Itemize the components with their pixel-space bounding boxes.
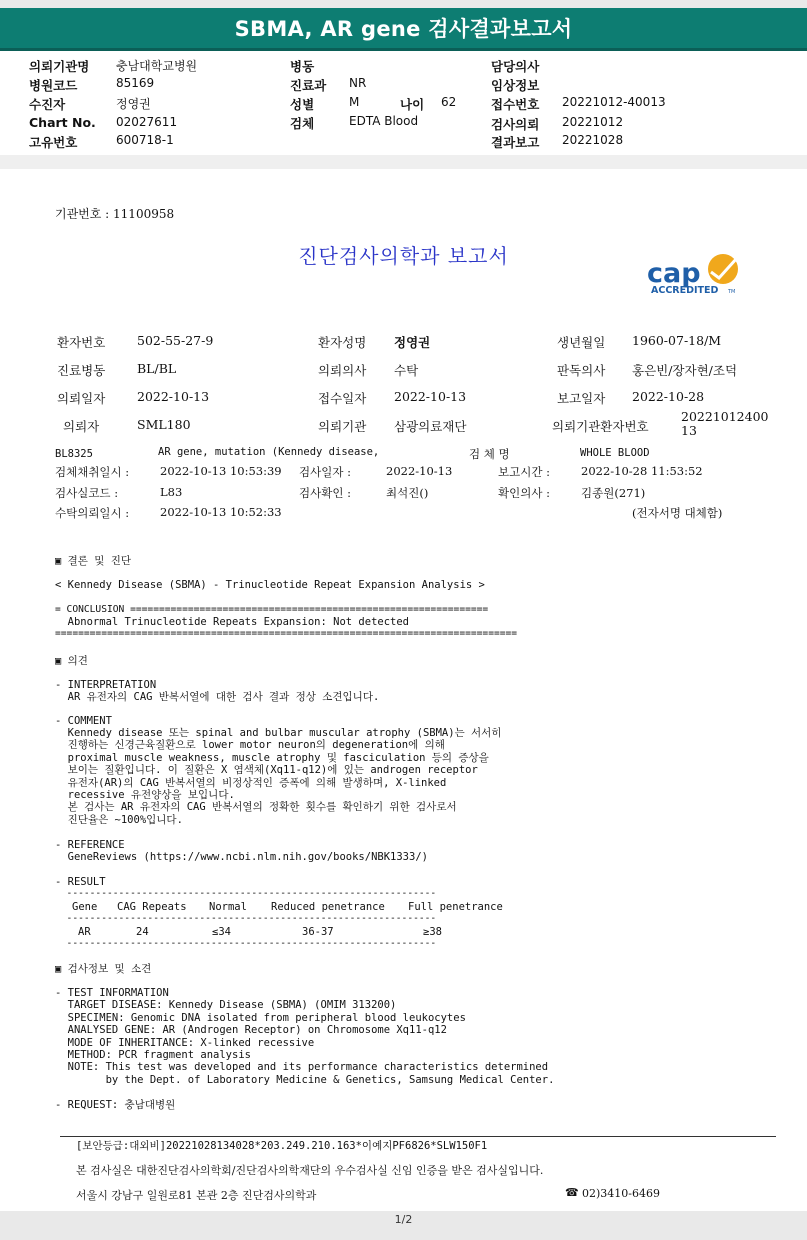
info-label: 진료과 <box>290 78 327 93</box>
cap-logo-tm: TM <box>728 289 736 295</box>
patient-value: 2022-10-13 <box>137 389 210 404</box>
analysis-title: < Kennedy Disease (SBMA) - Trinucleotide Repeat Expansion Analysis > <box>55 579 485 591</box>
meta-value: 2022-10-13 10:52:33 <box>160 505 282 519</box>
comment-line: 본 검사는 AR 유전자의 CAG 반복서열의 정확한 횟수를 확인하기 위한 검사로서 <box>55 801 457 814</box>
meta-label: 검사일자 : <box>299 465 351 479</box>
comment-head: - COMMENT <box>55 715 112 727</box>
patient-value: 2022101240013 <box>681 409 769 438</box>
conclusion-rule: ================================================================================ <box>55 628 518 639</box>
result-cell-cag: 24 <box>136 926 149 938</box>
meta-label: 검체채취일시 : <box>55 465 130 479</box>
security-line: [보안등급:대외비]20221028134028*203.249.210.163*이예지PF6826*SLW150F1 <box>76 1140 488 1152</box>
info-value: 20221012-40013 <box>562 95 666 109</box>
meta-value: 2022-10-13 <box>386 464 453 478</box>
result-rule: ---------------------------------------------------------------- <box>55 888 437 899</box>
result-head: - RESULT <box>55 876 106 888</box>
info-label: 결과보고 <box>491 135 540 150</box>
info-value: NR <box>349 76 367 90</box>
result-col-header: CAG Repeats <box>117 901 187 913</box>
info-label: 병동 <box>290 59 315 74</box>
divider-band <box>0 155 807 169</box>
test-name: AR gene, mutation (Kennedy disease, <box>158 446 380 458</box>
interpretation-text: AR 유전자의 CAG 반복서열에 대한 검사 결과 정상 소견입니다. <box>55 691 380 703</box>
info-value: 20221012 <box>562 115 624 129</box>
info-label: 성별 <box>290 97 315 112</box>
meta-value: L83 <box>160 485 183 499</box>
testinfo-line: METHOD: PCR fragment analysis <box>55 1049 251 1061</box>
patient-value: 2022-10-13 <box>394 389 467 404</box>
patient-value: 수탁 <box>394 363 419 378</box>
lab-address: 서울시 강남구 일원로81 본관 2층 진단검사의학과 <box>76 1189 317 1202</box>
testinfo-line: SPECIMEN: Genomic DNA isolated from peripheral blood leukocytes <box>55 1011 466 1024</box>
info-label: 담당의사 <box>491 59 540 74</box>
testinfo-line: TARGET DISEASE: Kennedy Disease (SBMA) (OMIM 313200) <box>55 999 397 1012</box>
info-label: 병원코드 <box>29 78 78 93</box>
cap-accredited-logo <box>645 252 749 296</box>
meta-value: 김종원(271) <box>581 486 646 500</box>
testinfo-line: MODE OF INHERITANCE: X-linked recessive <box>55 1036 315 1049</box>
meta-value: 2022-10-28 11:53:52 <box>581 464 703 478</box>
page-indicator: 1/2 <box>394 1213 413 1226</box>
info-value: 85169 <box>116 76 155 90</box>
footer-divider <box>60 1136 776 1137</box>
comment-line: 보이는 질환입니다. 이 질환은 X 염색체(Xq11-q12)에 있는 androgen receptor <box>55 764 478 777</box>
reference-head: - REFERENCE <box>55 839 125 851</box>
info-label: 검사의뢰 <box>491 117 540 132</box>
info-value: 20221028 <box>562 133 624 147</box>
request-line: - REQUEST: 충남대병원 <box>55 1099 176 1111</box>
patient-value: BL/BL <box>137 361 177 376</box>
interpretation-head: - INTERPRETATION <box>55 679 157 691</box>
lab-phone: 02)3410-6469 <box>582 1187 660 1200</box>
patient-value: 홍은빈/장자현/조덕 <box>632 363 738 378</box>
report-heading: 진단검사의학과 보고서 <box>298 244 509 268</box>
info-label: 임상정보 <box>491 78 540 93</box>
section-conclusion-heading: ▣ 결론 및 진단 <box>55 555 132 567</box>
patient-value: 2022-10-28 <box>632 389 705 404</box>
patient-value: SML180 <box>137 417 191 432</box>
meta-label: 보고시간 : <box>498 465 550 479</box>
report-title: SBMA, AR gene 검사결과보고서 <box>234 17 573 41</box>
result-cell-gene: AR <box>78 926 91 938</box>
info-label: 의뢰기관명 <box>29 59 90 74</box>
result-col-header: Normal <box>209 901 247 913</box>
testinfo-line: by the Dept. of Laboratory Medicine & Genetics, Samsung Medical Center. <box>55 1073 555 1086</box>
e-signature-note: (전자서명 대체함) <box>632 506 723 520</box>
testinfo-line: - TEST INFORMATION <box>55 987 169 999</box>
info-panel <box>0 51 807 155</box>
result-cell-full: ≥38 <box>423 926 442 938</box>
result-col-header: Full penetrance <box>408 901 503 913</box>
meta-value: 최석진() <box>386 486 429 500</box>
comment-line: 진단율은 ~100%입니다. <box>55 813 183 826</box>
patient-label: 판독의사 <box>557 363 606 378</box>
info-value: 02027611 <box>116 115 178 129</box>
patient-label: 진료병동 <box>57 363 106 378</box>
specimen-value: WHOLE BLOOD <box>580 447 650 459</box>
info-value: 62 <box>441 95 457 109</box>
section-opinion-heading: ▣ 의견 <box>55 655 88 667</box>
result-col-header: Gene <box>72 901 98 913</box>
patient-value: 삼광의료재단 <box>394 419 467 434</box>
patient-value: 정영권 <box>394 335 431 350</box>
cap-logo-text: cap <box>647 258 701 289</box>
comment-line: proximal muscle weakness, muscle atrophy 및 fasciculation 등의 증상을 <box>55 751 489 764</box>
conclusion-head: = CONCLUSION ============================================================== <box>55 604 489 615</box>
meta-label: 검사확인 : <box>299 486 351 500</box>
info-label: 접수번호 <box>491 97 540 112</box>
info-label: 고유번호 <box>29 135 78 150</box>
meta-value: 2022-10-13 10:53:39 <box>160 464 282 478</box>
info-value: EDTA Blood <box>349 114 419 128</box>
comment-line: Kennedy disease 또는 spinal and bulbar muscular atrophy (SBMA)는 서서히 <box>55 727 502 739</box>
meta-label: 확인의사 : <box>498 486 550 500</box>
patient-label: 환자성명 <box>318 335 367 350</box>
info-label: Chart No. <box>29 115 96 130</box>
result-rule: ---------------------------------------------------------------- <box>55 938 437 949</box>
testinfo-line: ANALYSED GENE: AR (Androgen Receptor) on Chromosome Xq11-q12 <box>55 1024 447 1037</box>
cap-logo-sub: ACCREDITED <box>651 285 719 296</box>
patient-label: 의뢰일자 <box>57 391 106 406</box>
comment-line: 유전자(AR)의 CAG 반복서열의 비정상적인 증폭에 의해 발생하며, X-linked <box>55 776 447 789</box>
reference-text: GeneReviews (https://www.ncbi.nlm.nih.gov/books/NBK1333/) <box>55 851 428 863</box>
specimen-label: 검 체 명 <box>469 447 510 461</box>
certification-note: 본 검사실은 대한진단검사의학회/진단검사의학재단의 우수검사실 신임 인증을 받은 검사실입니다. <box>76 1164 544 1177</box>
patient-label: 의뢰기관환자번호 <box>552 419 649 434</box>
result-cell-reduced: 36-37 <box>302 926 334 938</box>
patient-value: 1960-07-18/M <box>632 333 722 348</box>
patient-value: 502-55-27-9 <box>137 333 214 348</box>
comment-line: 진행하는 신경근육질환으로 lower motor neuron의 degeneration에 의해 <box>55 739 445 752</box>
patient-label: 환자번호 <box>57 335 106 350</box>
patient-label: 접수일자 <box>318 391 367 406</box>
info-value: 충남대학교병원 <box>116 59 198 73</box>
info-label: 수진자 <box>29 97 66 112</box>
result-cell-normal: ≤34 <box>212 926 231 938</box>
info-label: 나이 <box>400 97 425 112</box>
patient-label: 의뢰자 <box>63 419 100 434</box>
info-value: 정영권 <box>116 97 151 111</box>
patient-label: 보고일자 <box>557 391 606 406</box>
institution-number: 기관번호 : 11100958 <box>55 207 175 221</box>
report-header <box>0 8 807 48</box>
conclusion-text: Abnormal Trinucleotide Repeats Expansion: Not detected <box>55 616 410 628</box>
info-label: 검체 <box>290 116 315 131</box>
patient-label: 의뢰기관 <box>318 419 367 434</box>
testinfo-line: NOTE: This test was developed and its performance characteristics determined <box>55 1061 549 1074</box>
info-value: M <box>349 95 360 109</box>
patient-label: 생년월일 <box>557 335 606 350</box>
test-code: BL8325 <box>55 448 93 460</box>
comment-line: recessive 유전양상을 보입니다. <box>55 789 235 801</box>
section-testinfo-heading: ▣ 검사정보 및 소견 <box>55 963 152 975</box>
meta-label: 수탁의뢰일시 : <box>55 506 130 520</box>
info-value: 600718-1 <box>116 133 174 147</box>
result-col-header: Reduced penetrance <box>271 901 385 913</box>
phone-icon: ☎ <box>565 1186 579 1199</box>
meta-label: 검사실코드 : <box>55 486 119 500</box>
patient-label: 의뢰의사 <box>318 363 367 378</box>
result-rule: ---------------------------------------------------------------- <box>55 913 437 924</box>
